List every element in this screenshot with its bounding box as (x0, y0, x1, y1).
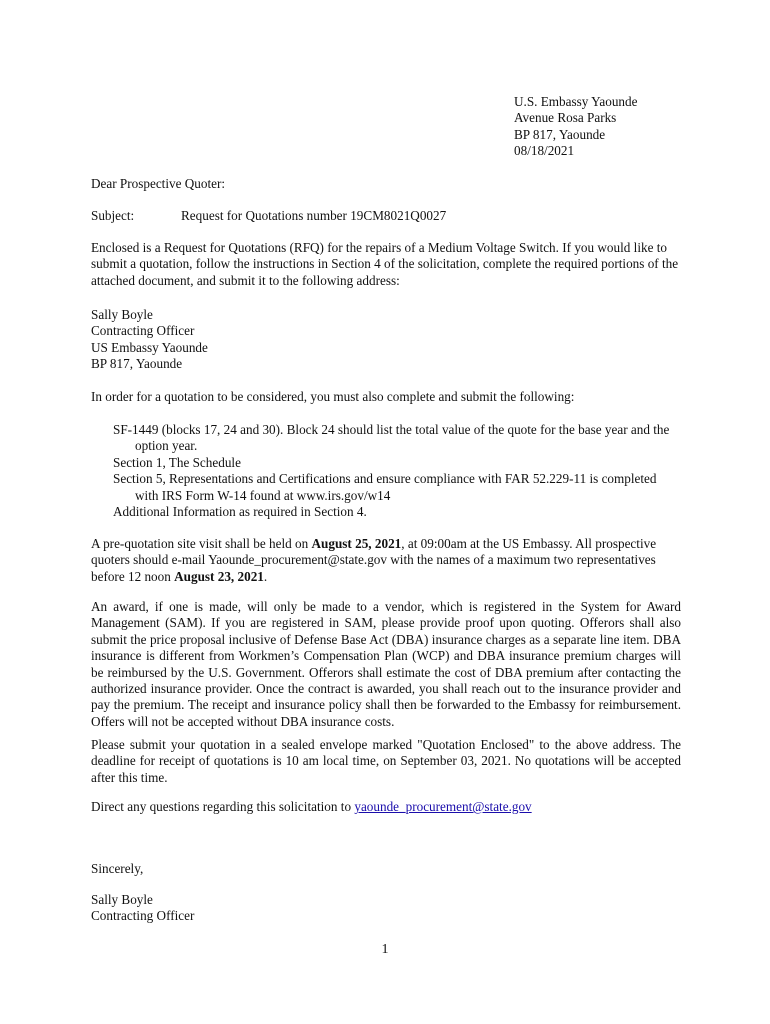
closing: Sincerely, (91, 861, 144, 876)
page-number: 1 (381, 942, 389, 957)
site-visit-text-2: , at 09:00am at the US Embassy. All prospective quoters should e-mail Yaounde_procurement@state.gov with the names of a maximum two representatives before 12 noon (91, 536, 657, 584)
intro-paragraph: Enclosed is a Request for Quotations (RFQ) for the repairs of a Medium Voltage Switch. If you would like to submit a quotation, follow the instructions in Section 4 of the solicitation, complete the required portions of the attached document, and submit it to the following address: (91, 240, 679, 288)
site-visit-text-1: A pre-quotation site visit shall be held on (91, 536, 312, 551)
award-paragraph: An award, if one is made, will only be made to a vendor, which is registered in the System for Award Management (SAM). If you are registered in SAM, please provide proof upon quoting. Offerors shall also submit the price proposal inclusive of Defense Base Act (DBA) insurance charges as a separate line item. DBA insurance is different from Workmen’s Compensation Plan (WCP) and DBA insurance premium charges will be reimbursed by the U.S. Government. Offerors shall estimate the cost of DBA premium after contacting the authorized insurance provider. Once the contract is awarded, you shall reach out to the insurance provider and pay the premium. The receipt and insurance policy shall then be forwarded to the Embassy for reimbursement. Offers will not be accepted without DBA insurance costs. (91, 599, 681, 729)
recipient-box: BP 817, Yaounde (91, 356, 183, 372)
signature-block (91, 892, 681, 925)
requirements-list (113, 422, 683, 520)
recipient-title: Contracting Officer (91, 323, 195, 339)
recipient-org: US Embassy Yaounde (91, 339, 208, 355)
sender-address-line3: BP 817, Yaounde (514, 126, 606, 142)
email-deadline-date: August 23, 2021 (174, 568, 264, 584)
subject-label: Subject: (91, 208, 135, 223)
letter-date: 08/18/2021 (514, 143, 575, 159)
subject-text: Request for Quotations number 19CM8021Q0027 (181, 208, 447, 223)
sender-address-line1: U.S. Embassy Yaounde (514, 94, 638, 109)
sender-address (514, 94, 754, 160)
site-visit-date: August 25, 2021 (311, 536, 402, 551)
list-item: SF-1449 (blocks 17, 24 and 30). Block 24 should list the total value of the quote for the base year and the option year. (113, 422, 670, 454)
sender-address-line2: Avenue Rosa Parks (514, 110, 617, 126)
site-visit-text-3: . (263, 568, 268, 584)
subject-line (91, 208, 681, 224)
list-item: Additional Information as required in Section 4. (113, 504, 367, 520)
questions-paragraph (91, 799, 681, 815)
questions-text: Direct any questions regarding this solicitation to (91, 799, 355, 814)
procurement-email-link[interactable]: yaounde_procurement@state.gov (354, 799, 532, 814)
list-item: Section 1, The Schedule (113, 454, 241, 470)
signature-name: Sally Boyle (91, 892, 153, 907)
site-visit-paragraph (91, 536, 681, 585)
recipient-name: Sally Boyle (91, 307, 153, 322)
list-item: Section 5, Representations and Certifications and ensure compliance with FAR 52.229-11 is completed with IRS Form W-14 found at www.irs.gov/w14 (113, 471, 657, 503)
signature-title: Contracting Officer (91, 908, 195, 924)
submission-paragraph: Please submit your quotation in a sealed envelope marked "Quotation Enclosed" to the above address. The deadline for receipt of quotations is 10 am local time, on September 03, 2021. No quotations will be accepted after this time. (91, 737, 681, 785)
recipient-address (91, 307, 681, 373)
requirements-intro: In order for a quotation to be considered, you must also complete and submit the following: (91, 389, 575, 404)
salutation: Dear Prospective Quoter: (91, 176, 226, 191)
